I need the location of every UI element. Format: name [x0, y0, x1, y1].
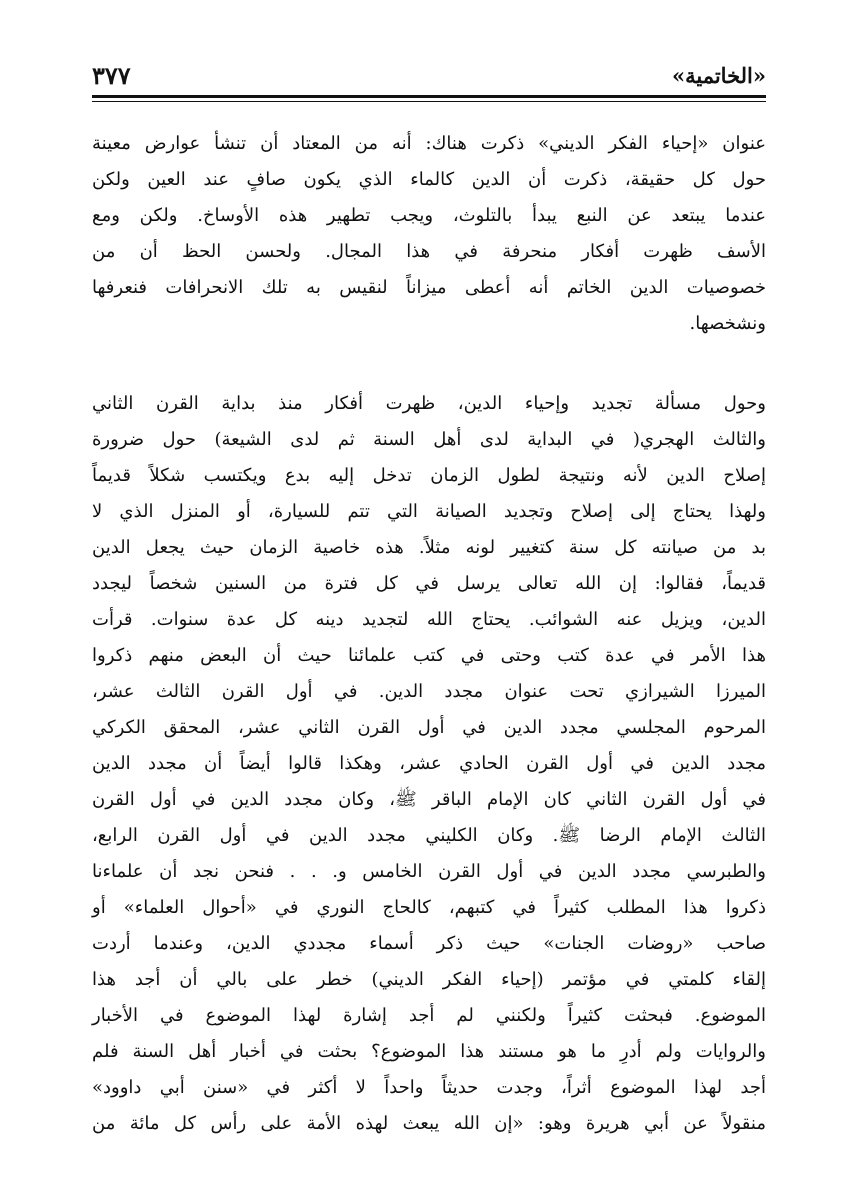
text-line: والروايات ولم أدرِ ما هو مستند هذا الموضوع؟ بحثت في أخبار أهل السنة فلم: [92, 1041, 766, 1062]
header-rule-thin: [92, 101, 766, 102]
paragraph: [92, 386, 766, 1142]
text-line: مجدد الدين في أول القرن الحادي عشر، وهكذا قالوا أيضاً أن مجدد الدين: [92, 753, 766, 774]
text-line: المرحوم المجلسي مجدد الدين في أول القرن الثاني عشر، المحقق الكركي: [92, 717, 766, 738]
text-line: الدين، ويزيل عنه الشوائب. يحتاج الله لتجديد دينه كل عدة سنوات. قرأت: [92, 609, 766, 630]
text-line: والثالث الهجري( في البداية لدى أهل السنة ثم لدى الشيعة) حول ضرورة: [92, 429, 766, 450]
running-header: [92, 58, 766, 92]
text-line: إلقاء كلمتي في مؤتمر (إحياء الفكر الديني) خطر على بالي أن أجد هذا: [92, 969, 766, 990]
chapter-title: «الخاتمية»: [671, 62, 766, 88]
text-line: ونشخصها.: [689, 313, 766, 334]
text-line: الأسف ظهرت أفكار منحرفة في هذا المجال. ولحسن الحظ أن من: [92, 241, 767, 262]
text-line: ذكروا هذا المطلب كثيراً في كتبهم، كالحاج النوري في «أحوال العلماء» أو: [92, 897, 766, 918]
text-line: الميرزا الشيرازي تحت عنوان مجدد الدين. في أول القرن الثالث عشر،: [92, 681, 766, 702]
text-line: إصلاح الدين لأنه ونتيجة لطول الزمان تدخل إليه بدع ويكتسب شكلاً قديماً: [92, 465, 766, 486]
text-line: خصوصيات الدين الخاتم أنه أعطى ميزاناً لنقيس به تلك الانحرافات فنعرفها: [92, 277, 766, 298]
text-line: والطبرسي مجدد الدين في أول القرن الخامس و. . . فنحن نجد أن علماءنا: [92, 861, 766, 882]
text-line: حول كل حقيقة، ذكرت أن الدين كالماء الذي يكون صافٍ عند العين ولكن: [92, 169, 766, 190]
body-text: [92, 126, 766, 1142]
header-rule-thick: [92, 95, 766, 98]
page-number: ٣٧٧: [92, 60, 131, 90]
text-line: الموضوع. فبحثت كثيراً ولكنني لم أجد إشارة لهذا الموضوع في الأخبار: [92, 1005, 766, 1026]
text-line: عندما يبتعد عن النبع يبدأ بالتلوث، ويجب تطهير هذه الأوساخ. ولكن ومع: [92, 205, 766, 226]
text-line: بد من صيانته كل سنة كتغيير لونه مثلاً. هذه خاصية الزمان حيث يجعل الدين: [92, 537, 766, 558]
text-line: في أول القرن الثاني كان الإمام الباقر ﷺ، وكان مجدد الدين في أول القرن: [92, 789, 766, 810]
text-line: منقولاً عن أبي هريرة وهو: «إن الله يبعث لهذه الأمة على رأس كل مائة من: [92, 1113, 766, 1134]
text-line: الثالث الإمام الرضا ﷺ. وكان الكليني مجدد الدين في أول القرن الرابع،: [92, 825, 766, 846]
text-line: هذا الأمر في عدة كتب وحتى في كتب علمائنا حيث أن البعض منهم ذكروا: [92, 645, 766, 666]
text-line: ولهذا يحتاج إلى إصلاح وتجديد الصيانة التي تتم للسيارة، أو المنزل الذي لا: [92, 501, 766, 522]
paragraph-gap: [92, 342, 766, 386]
text-line: صاحب «روضات الجنات» حيث ذكر أسماء مجددي الدين، وعندما أردت: [92, 933, 766, 954]
text-line: قديماً، فقالوا: إن الله تعالى يرسل في كل فترة من السنين شخصاً ليجدد: [92, 573, 766, 594]
text-line: أجد لهذا الموضوع أثراً، وجدت حديثاً واحداً لا أكثر في «سنن أبي داوود»: [92, 1077, 766, 1098]
text-line: عنوان «إحياء الفكر الديني» ذكرت هناك: أنه من المعتاد أن تنشأ عوارض معينة: [92, 133, 766, 154]
paragraph: [92, 126, 766, 342]
text-line: وحول مسألة تجديد وإحياء الدين، ظهرت أفكار منذ بداية القرن الثاني: [92, 393, 766, 414]
